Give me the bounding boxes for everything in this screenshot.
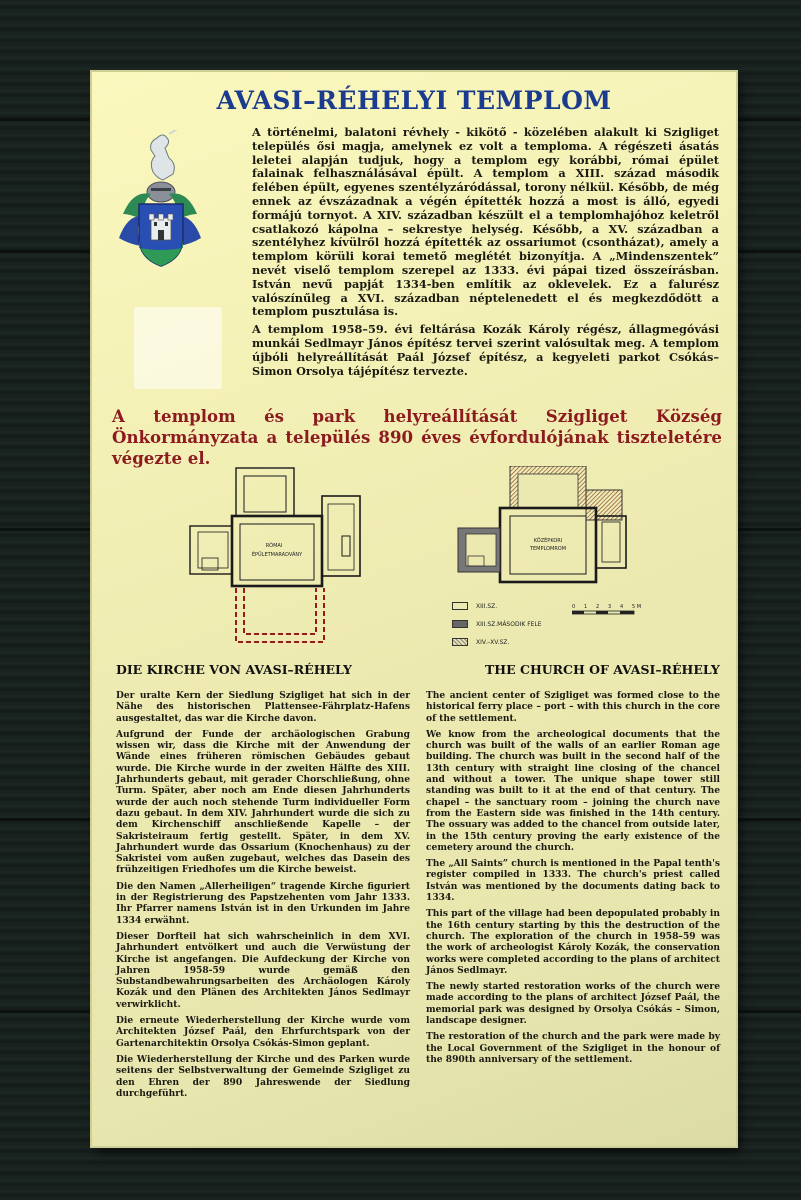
hungarian-text: [252, 126, 719, 382]
scale-tick: 5 M: [632, 604, 642, 610]
legend-item: [452, 602, 497, 610]
hungarian-paragraph: A történelmi, balatoni révhely - kikötő - közelében alakult ki Szigliget település ősi magja, amelynek ez volt a temploma. A régészeti ásatás leletei alapján tudjuk, hogy a templom egy korábbi, római épület falainak felhasználásával épült. A templom a XIII. század második felében épült, egyenes szentélyzáródással, torony nélkül. Később, de még ennek az évszázadnak a végén építették hozzá a most is álló, egyedi formájú tornyot. A XIV. században készült el a templomhajóhoz keletről csatlakozó kápolna – sekrestye helység. Később, a XV. században a szentélyhez kívülről hozzá építették az ossariumot (csontházat), amely a templom körüli korai temető meglétét bizonyítja. A „Mindenszentek” nevét viselő templom szerepel az 1333. évi pápai tized összeírásban. István nevű papját 1334-ben említik az oklevelek. Ez a falurész valószínűleg a XVI. században néptelenedett el és megkezdődött a templom pusztulása is.: [252, 125, 719, 319]
german-text: [116, 690, 410, 1104]
scale-tick: 0: [572, 604, 576, 610]
legend-swatch: [452, 638, 468, 646]
english-text: [426, 690, 720, 1070]
scale-tick: 4: [620, 604, 624, 610]
english-paragraph: The newly started restoration works of the church were made according to the plans of architect József Paál, the memorial park was designed by Orsolya Csókás – Simon, landscape designer.: [426, 981, 720, 1027]
plan-label: KÖZÉPKORI: [533, 538, 563, 544]
faded-patch: [134, 307, 222, 389]
legend-swatch: [452, 602, 468, 610]
legend-label: XIV.–XV.SZ.: [476, 638, 510, 646]
scale-tick: 1: [584, 604, 588, 610]
legend-label: XIII.SZ.MÁSODIK FELE: [476, 620, 542, 628]
information-sign: [92, 72, 736, 1146]
english-heading: THE CHURCH OF AVASI–RÉHELY: [485, 662, 720, 677]
legend-swatch: [452, 620, 468, 628]
plan-label: RÓMAI: [265, 543, 283, 549]
scale-tick: 3: [608, 604, 612, 610]
legend-item: [452, 638, 509, 646]
hungarian-paragraph: A templom 1958–59. évi feltárása Kozák Károly régész, állagmegóvási munkái Sedlmayr János építész tervei szerint valósultak meg. A templom újbóli helyreállítását Paál József építész, a kegyeleti parkot Csókás–Simon Orsolya tájépítész tervezte.: [252, 322, 719, 378]
english-paragraph: The restoration of the church and the park were made by the Local Government of the Szigliget in the honour of the 890th anniversary of the settlement.: [426, 1031, 720, 1065]
german-paragraph: Die Wiederherstellung der Kirche und des Parken wurde seitens der Selbstverwaltung der Gemeinde Szigliget zu den Ehren der 890 Jahreswende der Siedlung durchgeführt.: [116, 1053, 410, 1099]
scale-bar: [572, 602, 662, 622]
plan-legend: [452, 602, 712, 658]
plan-label: TEMPLOMROM: [529, 546, 567, 552]
german-paragraph: Aufgrund der Funde der archäologischen Grabung wissen wir, dass die Kirche mit der Anwendung der Wände eines früheren römischen Gebäudes gebaut wurde. Die Kirche wurde in der zweiten Hälfte des XIII. Jahrhunderts gebaut, mit gerader Chorschließung, ohne Turm. Später, aber noch am Ende diesen Jahrhunderts wurde der auch noch stehende Turm individueller Form dazu gebaut. In dem XIV. Jahrhundert wurde die sich zu dem Kirchenschiff anschließende Kapelle – der Sakristeiraum fertig gestellt. Später, in dem XV. Jahrhundert wurde das Ossarium (Knochenhaus) zu der Sakristei vom außen zugebaut, welches das Dasein des frühzeitigen Friedhofes um die Kirche beweist.: [116, 728, 410, 876]
scale-tick: 2: [596, 604, 600, 610]
german-paragraph: Der uralte Kern der Siedlung Szigliget hat sich in der Nähe des historischen Plattensee-Fährplatz-Hafens ausgestaltet, das war die Kirche davon.: [116, 690, 410, 724]
medieval-church-plan: [456, 466, 636, 591]
english-paragraph: We know from the archeological documents that the church was built of the walls of an earlier Roman age building. The church was built in the second half of the 13th century with straight line closing of the chancel and without a tower. The unique shape tower still standing was built to it at the end of that century. The chapel – the sanctuary room – joining the church nave from the Eastern side was finished in the 14th century. The ossuary was added to the chancel from outside later, in the 15th century proving the early existence of the cemetery around the church.: [426, 728, 720, 853]
plan-label: ÉPÜLETMARADVÁNY: [251, 552, 303, 558]
legend-label: XIII.SZ.: [476, 602, 498, 610]
english-paragraph: The „All Saints” church is mentioned in the Papal tenth's register compiled in 1333. The church's priest called István was mentioned by the documents dating back to 1334.: [426, 858, 720, 904]
german-heading: DIE KIRCHE VON AVASI–RÉHELY: [116, 662, 352, 677]
roman-building-plan: [188, 466, 368, 651]
german-paragraph: Dieser Dorfteil hat sich wahrscheinlich in dem XVI. Jahrhundert entvölkert und auch die Verwüstung der Kirche ist angefangen. Die Aufdeckung der Kirche von Jahren 1958-59 wurde gemäß den Substandbewahrungsarbeiten des Archäologen Károly Kozák und den Plänen des Architekten János Sedlmayr verwirklicht.: [116, 930, 410, 1010]
german-paragraph: Die den Namen „Allerheiligen“ tragende Kirche figuriert in der Registrierung des Papstzehenten vom Jahr 1333. Ihr Pfarrer namens István ist in den Urkunden im Jahre 1334 erwähnt.: [116, 880, 410, 926]
sign-title: AVASI–RÉHELYI TEMPLOM: [216, 86, 612, 115]
english-paragraph: This part of the village had been depopulated probably in the 16th century starting by this the destruction of the church. The exploration of the church in 1958–59 was the work of archeologist Károly Kozák, the conservation works were completed according to the plans of architect János Sedlmayr.: [426, 908, 720, 976]
english-paragraph: The ancient center of Szigliget was formed close to the historical ferry place – port – with this church in the core of the settlement.: [426, 690, 720, 724]
german-paragraph: Die erneute Wiederherstellung der Kirche wurde vom Architekten József Paál, den Ehrfurchtspark von der Gartenarchitektin Orsolya Csókás-Simon geplant.: [116, 1015, 410, 1049]
dedication-text: A templom és park helyreállítását Szigliget Község Önkormányzata a település 890 éves évfordulójának tiszteletére végezte el.: [112, 406, 722, 468]
legend-item: [452, 620, 542, 628]
coat-of-arms-icon: [117, 130, 203, 270]
